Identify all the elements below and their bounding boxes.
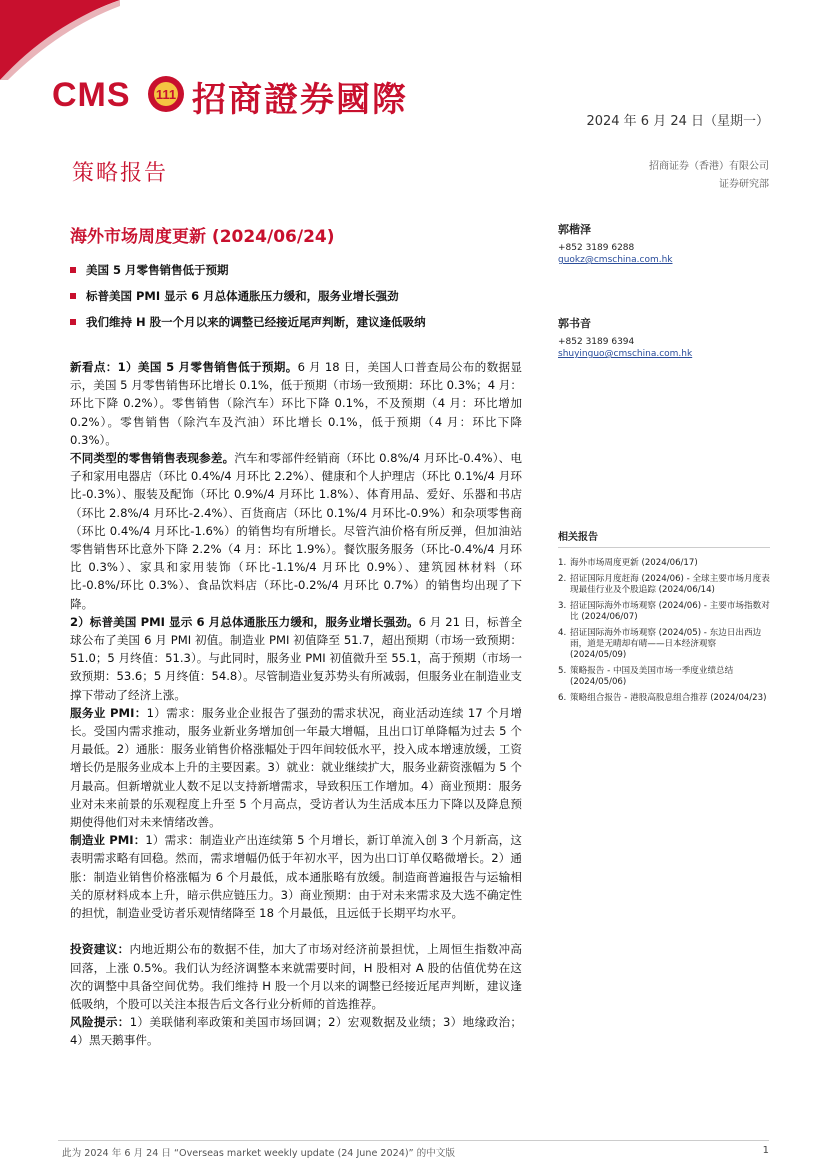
paragraph-text: 1）需求：制造业产出连续第 5 个月增长，新订单流入创 3 个月新高，这表明需求略有回稳。然而，需求增幅仍低于年初水平，因为出口订单仅略微增长。2）通胀：制造业销售价格涨幅为 6 个月最低，成本通胀略有放缓。制造商普遍报告与运输相关的原材料成本上升，暗示供应链压力。3）商业预期：由于对未来需求及大选不确定性的担忧，制造业受访者乐观情绪降至 18 个月最低，且远低于长期平均水平。 <box>70 833 523 921</box>
paragraph <box>70 449 522 613</box>
related-reports-heading: 相关报告 <box>558 528 770 548</box>
key-point <box>70 263 530 289</box>
item-number: 3. <box>558 601 567 611</box>
related-report-text: 招证国际海外市场观察 (2024/06) - 主要市场指数对比 (2024/06/07) <box>570 601 770 622</box>
cms-logo-text: CMS <box>52 76 131 114</box>
related-report-item[interactable] <box>558 628 770 661</box>
related-report-text: 策略报告 - 中国及美国市场一季度业绩总结 (2024/05/06) <box>570 666 734 687</box>
analyst-email-link[interactable]: guokz@cmschina.com.hk <box>558 255 673 265</box>
report-date: 2024 年 6 月 24 日（星期一） <box>586 114 769 129</box>
analyst-card <box>558 224 673 266</box>
analyst-email-link[interactable]: shuyinguo@cmschina.com.hk <box>558 349 693 359</box>
bullet-square-icon <box>70 293 76 299</box>
key-points <box>70 263 530 341</box>
related-report-item[interactable] <box>558 601 770 623</box>
paragraph-text: 1）美联储利率政策和美国市场回调；2）宏观数据及业绩；3）地缘政治；4）黑天鹅事件。 <box>70 1015 522 1048</box>
department-name: 证券研究部 <box>719 179 769 190</box>
related-report-text: 海外市场周度更新 (2024/06/17) <box>570 558 698 568</box>
paragraph-text: 6 月 21 日，标普全球公布了美国 6 月 PMI 初值。制造业 PMI 初值降至 51.7，超出预期（市场一致预期：51.0；5 月终值：51.3）。与此同时，服务业 PMI 初值微升至 55.1，高于预期（市场一致预期：53.6；5 月终值：54.8）。尽管制造业复苏势头有所减弱，但服务业在制造业支撑下带动了经济上涨。 <box>70 614 522 702</box>
related-reports <box>558 528 770 709</box>
footer-divider <box>58 1140 769 1141</box>
related-report-item[interactable] <box>558 574 770 596</box>
key-point-text: 我们维持 H 股一个月以来的调整已经接近尾声判断，建议逢低吸纳 <box>86 315 426 329</box>
item-number: 5. <box>558 666 567 676</box>
cms-logo-icon <box>146 74 186 114</box>
analyst-name: 郭书音 <box>558 317 591 330</box>
paragraph <box>70 613 522 704</box>
company-logo-cn: 招商證券國際 <box>192 80 408 120</box>
related-report-text: 策略组合报告 - 港股高股息组合推荐 (2024/04/23) <box>570 693 767 703</box>
related-report-item[interactable] <box>558 666 770 688</box>
page-number: 1 <box>762 1145 769 1156</box>
company-name: 招商证券（香港）有限公司 <box>649 161 769 172</box>
paragraph-text: 内地近期公布的数据不佳，加大了市场对经济前景担忧，上周恒生指数冲高回落，上涨 0.5%。我们认为经济调整本来就需要时间，H 股相对 A 股的估值优势在这次的调整中具备空间优势。我们维持 H 股一个月以来的调整已经接近尾声判断，建议逢低吸纳，个股可以关注本报告后文各行业分析师的首选推荐。 <box>70 942 522 1011</box>
footer-note: 此为 2024 年 6 月 24 日 “Overseas market weekly update (24 June 2024)” 的中文版 <box>62 1148 455 1159</box>
related-report-text: 招证国际月度赶海 (2024/06) - 全球主要市场月度表现最佳行业及个股追踪 (2024/06/14) <box>570 574 770 595</box>
item-number: 4. <box>558 628 567 638</box>
report-type: 策略报告 <box>72 161 169 186</box>
paragraph-text: 6 月 18 日，美国人口普查局公布的数据显示，美国 5 月零售销售环比增长 0.1%，低于预期（市场一致预期：环比 0.3%；4 月：环比下降 0.2%）。零售销售（除汽车）环比下降 0.1%，不及预期（4 月：环比增加 0.2%）。零售销售（除汽车及汽油）环比增长 0.1%，低于预期（4 月：环比下降 0.3%）。 <box>70 360 522 447</box>
paragraph <box>70 358 522 449</box>
item-number: 6. <box>558 693 567 703</box>
paragraph-lead: 制造业 PMI： <box>70 833 146 848</box>
report-body <box>70 358 522 1050</box>
related-report-item[interactable] <box>558 693 770 704</box>
paragraph <box>70 704 522 831</box>
report-title: 海外市场周度更新 (2024/06/24) <box>70 227 335 247</box>
related-report-text: 招证国际海外市场观察 (2024/05) - 东边日出西边雨，道是无晴却有晴——日本经济观察 (2024/05/09) <box>570 628 762 660</box>
analyst-phone: +852 3189 6288 <box>558 243 635 253</box>
company-info <box>649 158 769 194</box>
key-point-text: 标普美国 PMI 显示 6 月总体通胀压力缓和，服务业增长强劲 <box>86 289 399 303</box>
paragraph-lead: 不同类型的零售销售表现参差。 <box>70 451 235 466</box>
key-point <box>70 315 530 341</box>
analyst-phone: +852 3189 6394 <box>558 337 635 347</box>
key-point <box>70 289 530 315</box>
bullet-square-icon <box>70 319 76 325</box>
paragraph <box>70 831 522 922</box>
paragraph-lead: 新看点：1）美国 5 月零售销售低于预期。 <box>70 360 298 374</box>
paragraph-text: 1）需求：服务业企业报告了强劲的需求状况，商业活动连续 17 个月增长。受国内需求推动，服务业新业务增加创一年最大增幅，且出口订单降幅为过去 5 个月最低。2）通胀：服务业销售价格涨幅处于四年间较低水平，投入成本增速放缓，工资增长仍是服务业成本上升的主要因素。3）就业：就业继续扩大，服务业薪资涨幅为 5 个月最高。但新增就业人数不足以支持新增需求，导致积压工作增加。4）商业预期：服务业对未来前景的乐观程度上升至 5 个月高点，受访者认为生活成本压力下降以及降息预期使得他们对未来情绪改善。 <box>70 705 522 830</box>
paragraph-text: 汽车和零部件经销商（环比 0.8%/4 月环比-0.4%）、电子和家用电器店（环比 0.4%/4 月环比 2.2%）、健康和个人护理店（环比 0.1%/4 月环比-0.3%）、服装及配饰（环比 0.9%/4 月环比 1.8%）、体育用品、爱好、乐器和书店（环比 2.8%/4 月环比-2.4%）、百货商店（环比 0.1%/4 月环比-0.9%）和杂项零售商（环比 0.4%/4 月环比-1.6%）的销售均有所增长。尽管汽油价格有所反弹，但加油站零售销售环比意外下降 2.2%（4 月：环比 1.9%）。餐饮服务服务（环比-0.4%/4 月环比 0.3%）、家具和家用装饰（环比-1.1%/4 月环比 0.9%）、建筑园林材料（环比-0.8%/环比 0.3%）、食品饮料店（环比-0.2%/4 月环比 0.7%）的销售均出现了下降。 <box>70 451 522 611</box>
item-number: 2. <box>558 574 567 584</box>
paragraph-lead: 风险提示： <box>70 1015 130 1030</box>
analyst-card <box>558 318 692 360</box>
paragraph <box>70 940 522 1013</box>
item-number: 1. <box>558 558 567 568</box>
key-point-text: 美国 5 月零售销售低于预期 <box>86 263 229 277</box>
logo-mark-text: 111 <box>155 87 177 102</box>
bullet-square-icon <box>70 267 76 273</box>
paragraph-lead: 2）标普美国 PMI 显示 6 月总体通胀压力缓和，服务业增长强劲。 <box>70 614 419 629</box>
related-report-item[interactable] <box>558 558 770 569</box>
paragraph-lead: 服务业 PMI： <box>70 705 147 720</box>
analyst-name: 郭楷泽 <box>558 223 591 236</box>
paragraph-lead: 投资建议： <box>70 942 130 957</box>
paragraph-gap <box>70 922 522 940</box>
corner-decoration <box>0 0 120 80</box>
paragraph <box>70 1013 522 1049</box>
